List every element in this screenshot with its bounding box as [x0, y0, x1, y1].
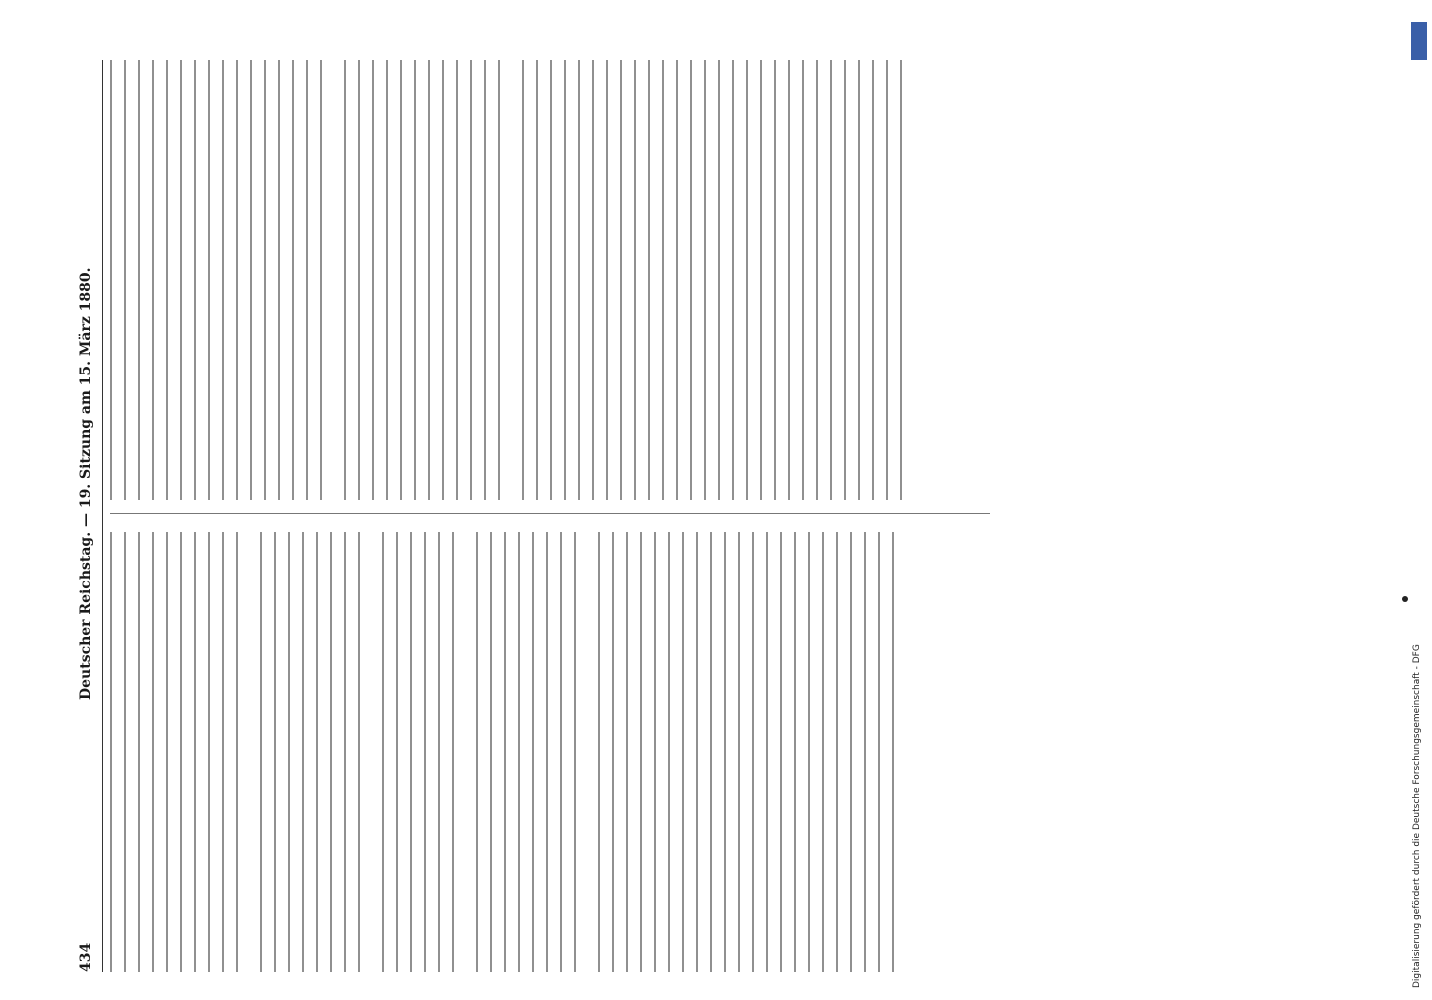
text-line — [236, 60, 238, 500]
text-line — [138, 532, 140, 972]
text-line — [166, 60, 168, 500]
text-line — [752, 532, 754, 972]
text-line — [724, 532, 726, 972]
text-line — [774, 60, 776, 500]
running-title: Deutscher Reichstag. — 19. Sitzung am 15. März 1880. — [78, 267, 94, 700]
text-line — [292, 60, 294, 500]
text-line — [626, 532, 628, 972]
digitization-credit: Digitalisierung gefördert durch die Deutsche Forschungsgemeinschaft - DFG — [1412, 644, 1422, 988]
text-line — [620, 60, 622, 500]
text-line — [844, 60, 846, 500]
text-line — [194, 532, 196, 972]
text-line — [710, 532, 712, 972]
text-line — [152, 532, 154, 972]
text-line — [400, 60, 402, 500]
text-line — [816, 60, 818, 500]
text-line — [822, 532, 824, 972]
text-line — [872, 60, 874, 500]
text-line — [718, 60, 720, 500]
text-line — [612, 532, 614, 972]
text-line — [274, 532, 276, 972]
text-line — [306, 60, 308, 500]
text-line — [208, 532, 210, 972]
text-line — [690, 60, 692, 500]
text-line — [780, 532, 782, 972]
text-line — [836, 532, 838, 972]
text-line — [504, 532, 506, 972]
text-line — [456, 60, 458, 500]
text-line — [578, 60, 580, 500]
text-line — [518, 532, 520, 972]
text-line — [152, 60, 154, 500]
text-line — [452, 532, 454, 972]
text-line — [302, 532, 304, 972]
text-line — [850, 532, 852, 972]
text-line — [124, 532, 126, 972]
text-line — [760, 60, 762, 500]
text-line — [766, 532, 768, 972]
text-line — [634, 60, 636, 500]
text-line — [250, 60, 252, 500]
text-line — [320, 60, 322, 500]
text-line — [288, 532, 290, 972]
text-line — [802, 60, 804, 500]
text-line — [592, 60, 594, 500]
text-line — [386, 60, 388, 500]
text-line — [858, 60, 860, 500]
text-line — [382, 532, 384, 972]
text-line — [738, 532, 740, 972]
page-number: 434 — [78, 942, 94, 972]
text-line — [110, 60, 112, 500]
text-column-left — [110, 532, 906, 972]
text-line — [442, 60, 444, 500]
text-line — [606, 60, 608, 500]
text-line — [892, 532, 894, 972]
text-line — [900, 60, 902, 500]
text-line — [428, 60, 430, 500]
text-line — [564, 60, 566, 500]
text-line — [654, 532, 656, 972]
text-column-right — [110, 60, 914, 500]
text-line — [344, 60, 346, 500]
text-line — [222, 60, 224, 500]
text-line — [878, 532, 880, 972]
text-line — [476, 532, 478, 972]
text-line — [546, 532, 548, 972]
text-line — [194, 60, 196, 500]
text-line — [532, 532, 534, 972]
text-line — [166, 532, 168, 972]
text-line — [484, 60, 486, 500]
text-line — [704, 60, 706, 500]
text-line — [110, 532, 112, 972]
text-line — [830, 60, 832, 500]
text-line — [498, 60, 500, 500]
text-line — [676, 60, 678, 500]
running-header — [78, 0, 100, 1000]
text-line — [640, 532, 642, 972]
text-line — [236, 532, 238, 972]
scan-dot — [1402, 596, 1408, 602]
header-rule — [102, 60, 103, 972]
text-line — [598, 532, 600, 972]
text-line — [794, 532, 796, 972]
text-line — [808, 532, 810, 972]
text-line — [124, 60, 126, 500]
text-line — [648, 60, 650, 500]
text-line — [746, 60, 748, 500]
text-line — [358, 532, 360, 972]
text-line — [560, 532, 562, 972]
text-line — [396, 532, 398, 972]
text-line — [358, 60, 360, 500]
column-divider — [110, 513, 990, 514]
text-line — [438, 532, 440, 972]
text-line — [550, 60, 552, 500]
text-line — [180, 532, 182, 972]
text-line — [668, 532, 670, 972]
text-line — [536, 60, 538, 500]
text-line — [788, 60, 790, 500]
text-line — [138, 60, 140, 500]
text-line — [682, 532, 684, 972]
text-line — [372, 60, 374, 500]
text-line — [424, 532, 426, 972]
text-line — [574, 532, 576, 972]
text-line — [344, 532, 346, 972]
text-line — [260, 532, 262, 972]
text-line — [278, 60, 280, 500]
text-line — [264, 60, 266, 500]
text-line — [208, 60, 210, 500]
text-line — [414, 60, 416, 500]
text-line — [490, 532, 492, 972]
text-line — [410, 532, 412, 972]
text-line — [180, 60, 182, 500]
text-line — [864, 532, 866, 972]
text-line — [222, 532, 224, 972]
text-line — [662, 60, 664, 500]
text-line — [522, 60, 524, 500]
text-line — [470, 60, 472, 500]
text-line — [330, 532, 332, 972]
text-line — [732, 60, 734, 500]
text-line — [696, 532, 698, 972]
text-line — [886, 60, 888, 500]
text-line — [316, 532, 318, 972]
